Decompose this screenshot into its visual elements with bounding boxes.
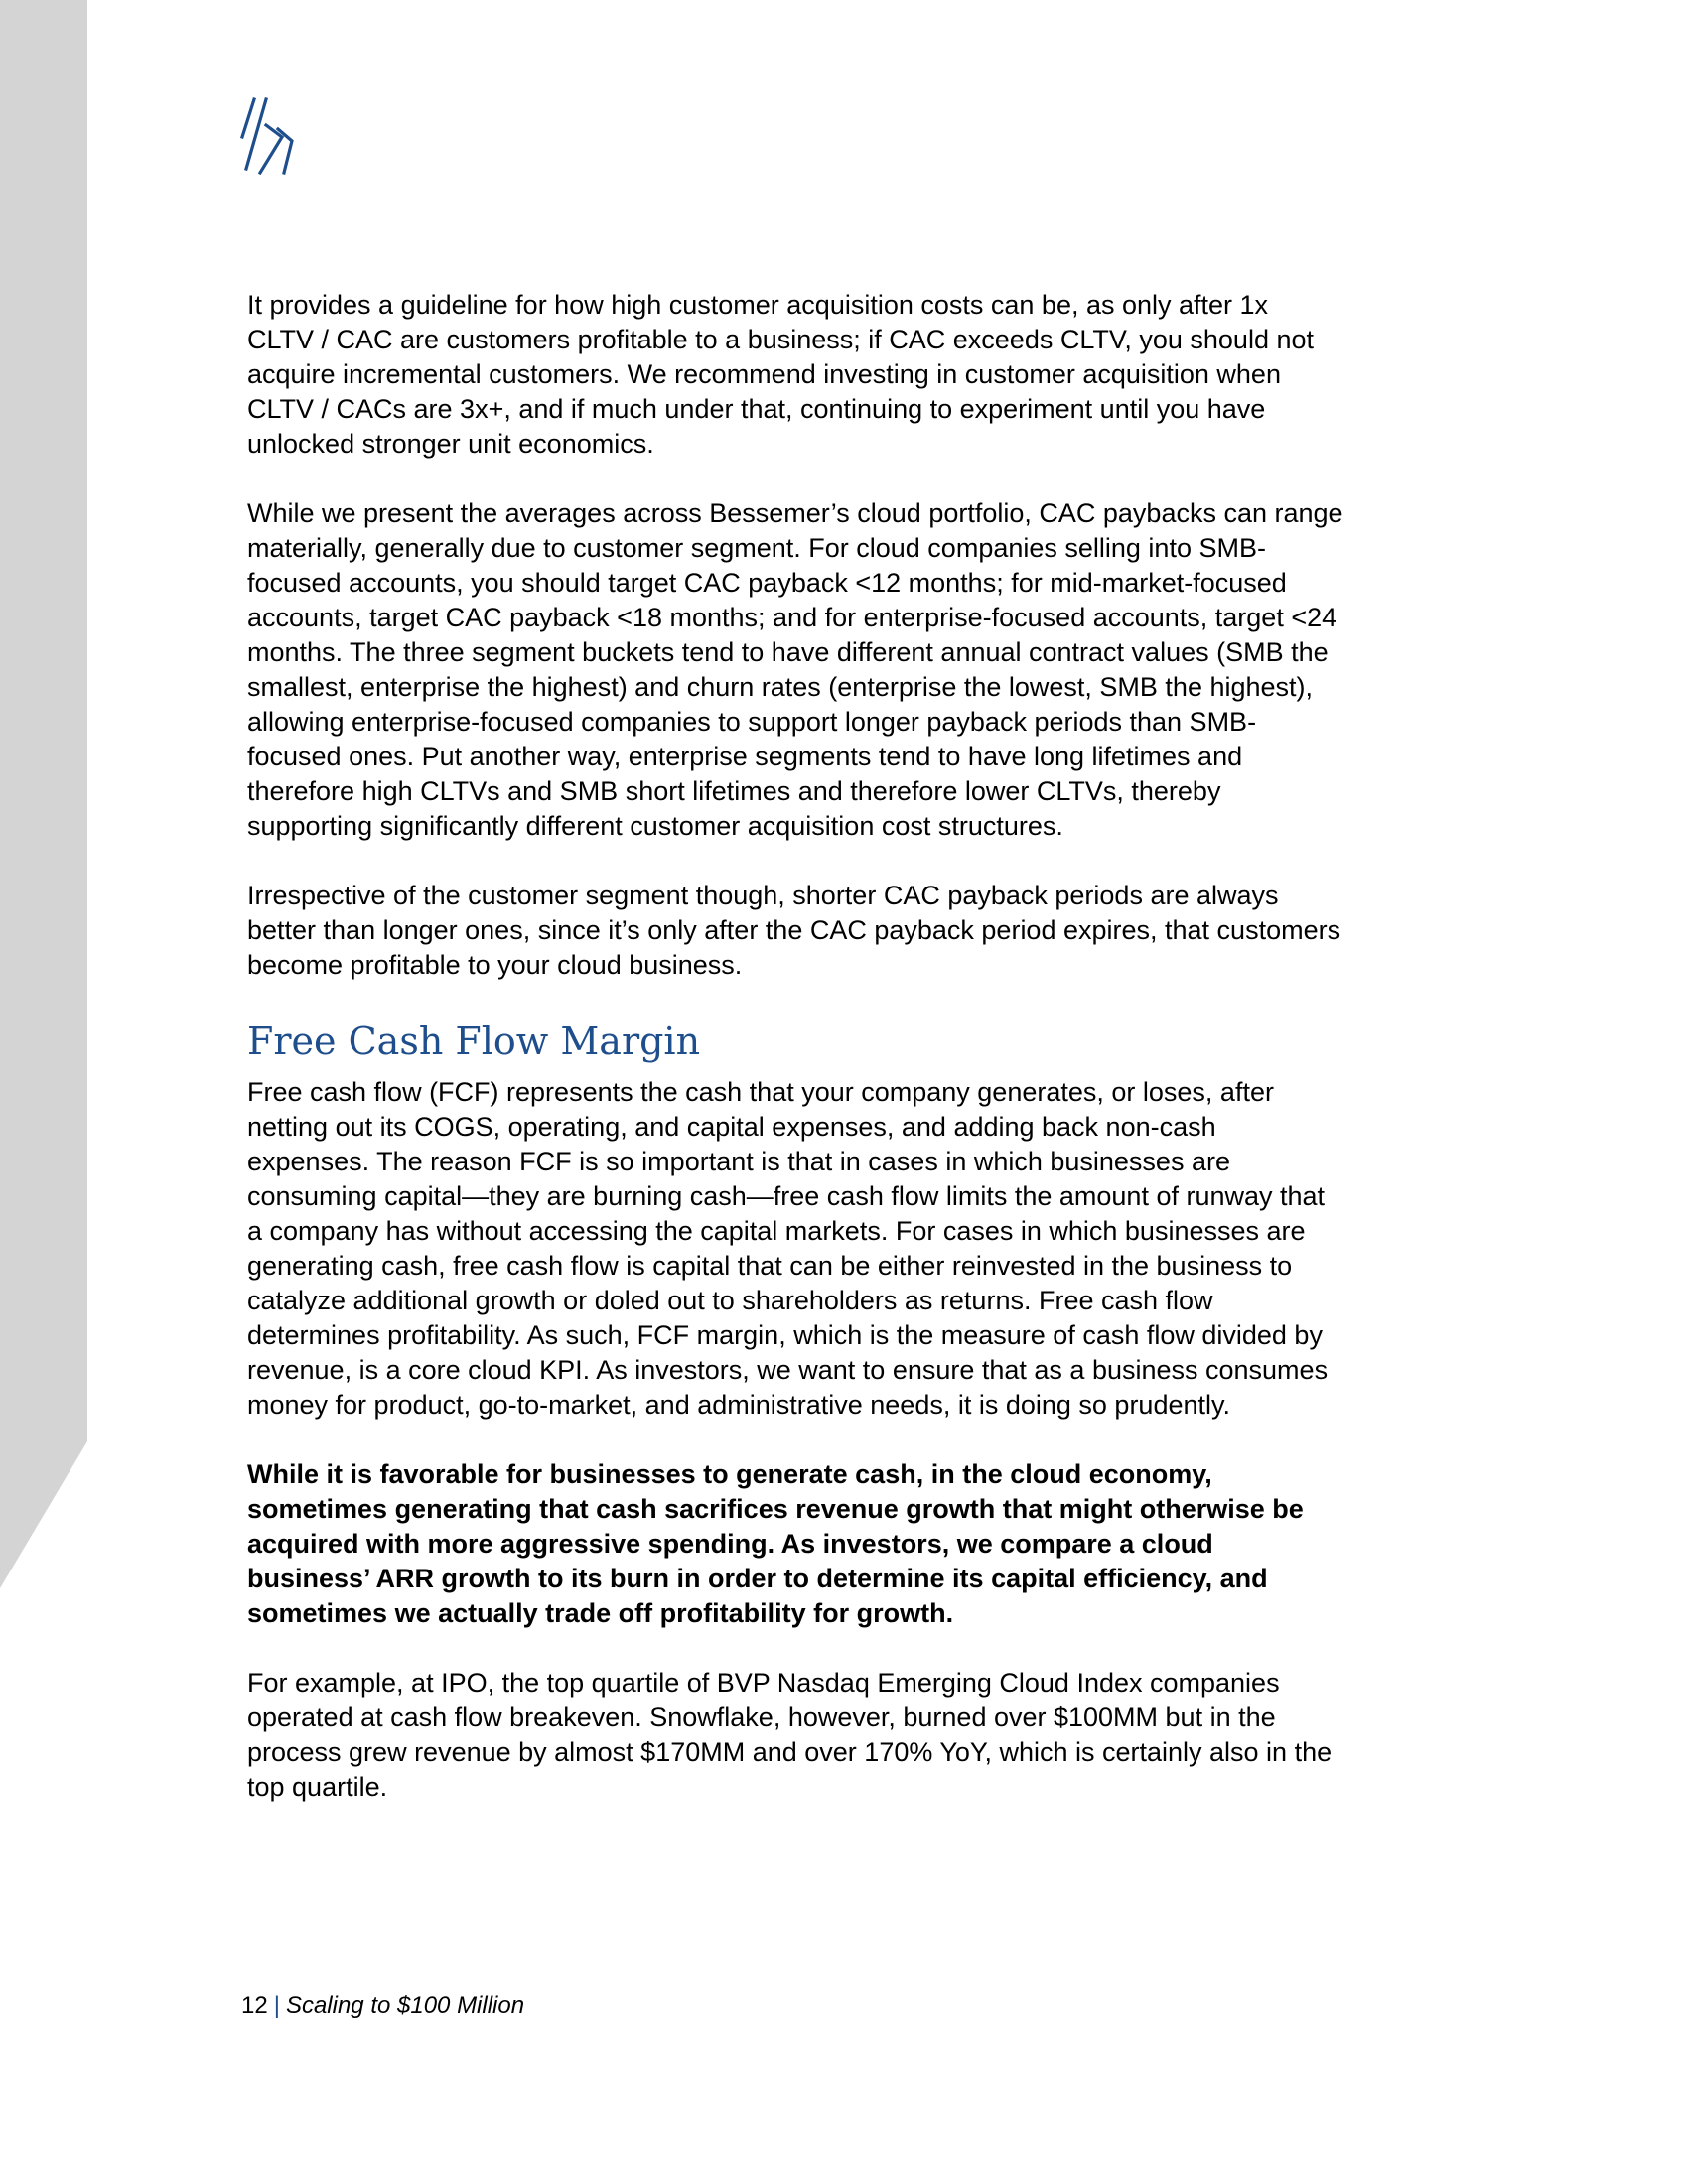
footer-document-title: Scaling to $100 Million xyxy=(285,1992,525,2019)
bessemer-logo-icon xyxy=(240,97,302,175)
paragraph-shorter-payback: Irrespective of the customer segment though, shorter CAC payback periods are always better than longer ones, since it’s only after the CAC payback period expires, that customers become profitable to your cloud business. xyxy=(247,881,1341,980)
side-decorative-band xyxy=(0,0,89,2184)
paragraph-cac-payback-segments: While we present the averages across Bessemer’s cloud portfolio, CAC paybacks can range materially, generally due to customer segment. For cloud companies selling into SMB- focused accounts, you should target CAC payback <12 months; for mid-market-focused accounts, target CAC payback <18 months; and for enterprise-focused accounts, target <24 months. The three segment buckets tend to have different annual contract values (SMB the smallest, enterprise the highest) and churn rates (enterprise the lowest, SMB the highest), allowing enterprise-focused companies to support longer payback periods than SMB- focused ones. Put another way, enterprise segments tend to have long lifetimes and therefore high CLTVs and SMB short lifetimes and therefore lower CLTVs, thereby supporting significantly different customer acquisition cost structures. xyxy=(247,498,1343,841)
footer-separator: | xyxy=(273,1992,280,2019)
section-heading-fcf-margin: Free Cash Flow Margin xyxy=(247,1020,701,1063)
paragraph-cltv-cac: It provides a guideline for how high customer acquisition costs can be, as only after 1x CLTV / CAC are customers profitable to a business; if CAC exceeds CLTV, you should not acquire incremental customers. We recommend investing in customer acquisition when CLTV / CACs are 3x+, and if much under that, continuing to experiment until you have unlocked stronger unit economics. xyxy=(247,290,1315,459)
paragraph-snowflake-example: For example, at IPO, the top quartile of BVP Nasdaq Emerging Cloud Index companies operated at cash flow breakeven. Snowflake, however, burned over $100MM but in the process grew revenue by almost $170MM and over 170% YoY, which is certainly also in the top quartile. xyxy=(247,1668,1333,1802)
document-body xyxy=(247,288,1498,1840)
paragraph-fcf-tradeoff: While it is favorable for businesses to generate cash, in the cloud economy, sometimes generating that cash sacrifices revenue growth that might otherwise be acquired with more aggressive spending. As investors, we compare a cloud business’ ARR growth to its burn in order to determine its capital efficiency, and sometimes we actually trade off profitability for growth. xyxy=(247,1459,1304,1628)
page-number: 12 xyxy=(241,1992,268,2019)
page-footer xyxy=(241,1992,524,2020)
paragraph-fcf-definition: Free cash flow (FCF) represents the cash that your company generates, or loses, after netting out its COGS, operating, and capital expenses, and adding back non-cash expenses. The reason FCF is so important is that in cases in which businesses are consuming capital—they are burning cash—free cash flow limits the amount of runway that a company has without accessing the capital markets. For cases in which businesses are generating cash, free cash flow is capital that can be either reinvested in the business to catalyze additional growth or doled out to shareholders as returns. Free cash flow determines profitability. As such, FCF margin, which is the measure of cash flow divided by revenue, is a core cloud KPI. As investors, we want to ensure that as a business consumes money for product, go-to-market, and administrative needs, it is doing so prudently. xyxy=(247,1077,1329,1420)
